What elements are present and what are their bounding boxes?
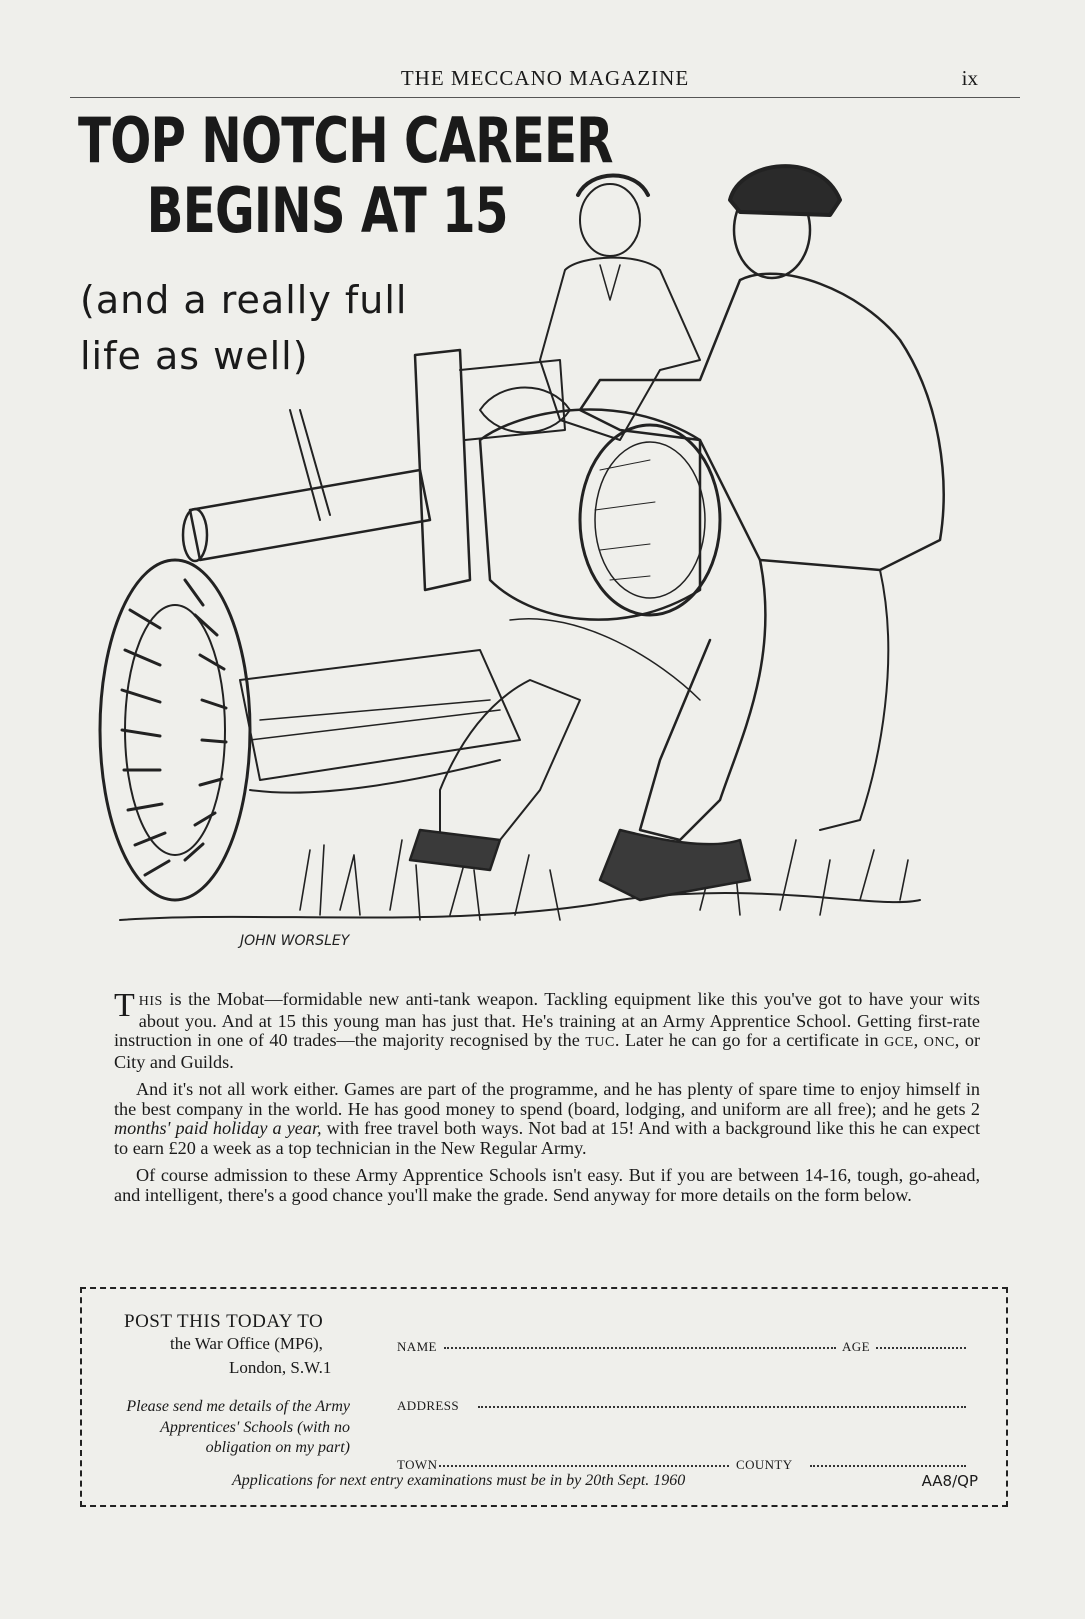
p1-text-a: is the Mobat—formidable new anti-tank weapon. Tackling equipment like this you've got to have your wits about you. And at 15 this young man has just that. He's training at an Army Apprentice School. Getting first-rate instruction in one of 40 trades—the majority recognised by the [114, 989, 980, 1050]
article-body [114, 987, 981, 1213]
subheadline-line2: life as well) [80, 334, 309, 378]
headline-line2: BEGINS AT 15 [146, 174, 508, 247]
post-instruction: POST THIS TODAY TO [124, 1311, 324, 1332]
p1-text-b: . Later he can go for a certificate in [614, 1030, 885, 1050]
office-address-line2: London, S.W.1 [229, 1358, 332, 1377]
subheadline [80, 272, 407, 384]
coupon-code: AA8/QP [921, 1472, 978, 1490]
small-caps-text: HIS [138, 994, 163, 1009]
subheadline-line1: (and a really full [80, 278, 408, 322]
page-number: ix [961, 66, 978, 90]
artist-signature: JOHN WORSLEY [240, 933, 350, 949]
office-address-line1: the War Office (MP6), [170, 1334, 323, 1353]
p2-text-b: with free travel both ways. Not bad at 15! And with a background like this he can expect to earn £20 a week as a top technician in the New Regular Army. [114, 1118, 981, 1158]
abbr-gce: GCE [884, 1035, 914, 1050]
magazine-title: THE MECCANO MAGAZINE [400, 66, 690, 90]
name-field[interactable] [444, 1339, 836, 1349]
abbr-onc: ONC [923, 1035, 955, 1050]
town-field[interactable] [439, 1457, 729, 1467]
address-field[interactable] [478, 1398, 966, 1408]
paragraph-1 [114, 987, 981, 1072]
request-text: Please send me details of the Army Apprentices' Schools (with no obligation on my part) [126, 1398, 350, 1456]
drop-cap: T [114, 987, 135, 1024]
abbr-tuc: TUC [585, 1035, 615, 1050]
paragraph-2 [114, 1080, 980, 1158]
p1-comma: , [913, 1030, 924, 1050]
deadline-note: Applications for next entry examinations must be in by 20th Sept. 1960 [232, 1472, 686, 1489]
p1-text-c: , or City and Guilds. [114, 1030, 981, 1072]
age-field[interactable] [876, 1339, 966, 1349]
name-label: NAME [397, 1339, 437, 1354]
address-label: ADDRESS [397, 1398, 460, 1413]
headline [78, 106, 613, 246]
p2-text-a: And it's not all work either. Games are part of the programme, and he has plenty of spare time to enjoy himself in the best company in the world. He has good money to spend (board, lodging, and uniform are all free); and he gets 2 [114, 1079, 980, 1119]
age-label: AGE [842, 1339, 870, 1354]
headline-line1: TOP NOTCH CAREER [78, 104, 613, 177]
county-label: COUNTY [736, 1457, 793, 1472]
county-field[interactable] [810, 1457, 966, 1467]
paragraph-3: Of course admission to these Army Apprentice Schools isn't easy. But if you are between 14-16, tough, go-ahead, and intelligent, there's a good chance you'll make the grade. Send anyway for more details on the form below. [114, 1165, 980, 1205]
p2-italic: months' paid holiday a year, [114, 1118, 322, 1138]
coupon-form [80, 1287, 1008, 1507]
town-label: TOWN [397, 1457, 438, 1472]
running-head [70, 64, 1020, 98]
soldiers-mobat-illustration [60, 140, 990, 990]
